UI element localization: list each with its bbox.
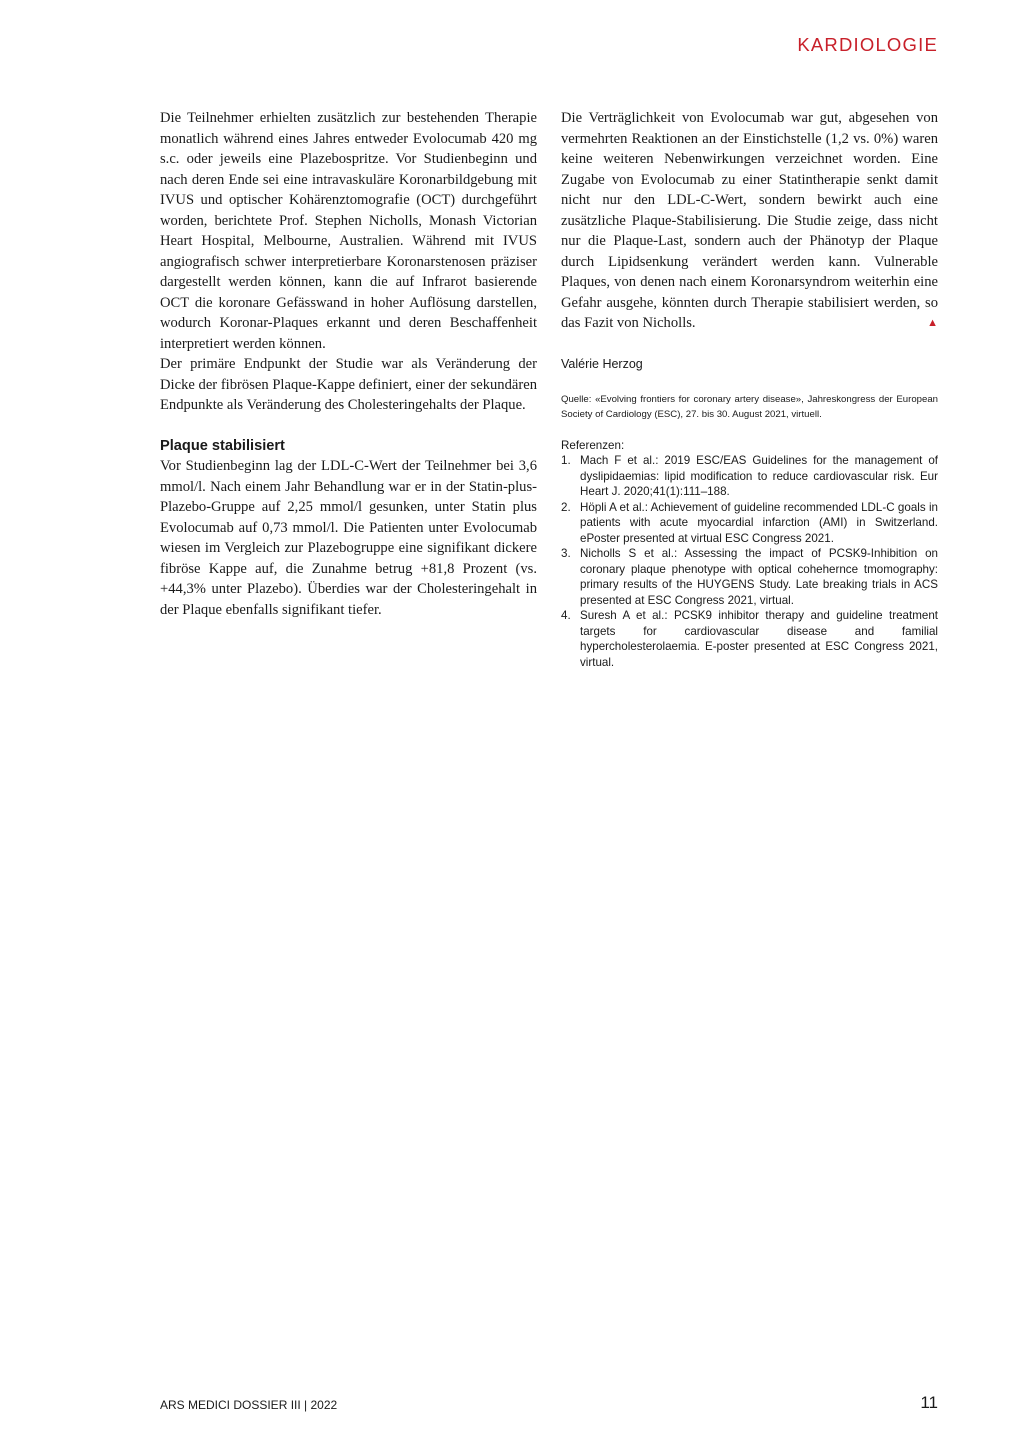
body-paragraph: Der primäre Endpunkt der Studie war als Veränderung der Dicke der fibrösen Plaque-Kappe definiert, einer der sekundären Endpunkte als Veränderung des Cholesteringehalts der Plaque. xyxy=(160,356,537,413)
section-subheading: Plaque stabilisiert xyxy=(160,437,285,454)
reference-text: Suresh A et al.: PCSK9 inhibitor therapy and guideline treatment targets for cardiovascular disease and familial hypercholesterolaemia. E-poster presented at ESC Congress 2021, virtual. xyxy=(580,609,938,669)
left-column xyxy=(160,108,537,620)
source-note: Quelle: «Evolving frontiers for coronary artery disease», Jahreskongress der European Society of Cardiology (ESC), 27. bis 30. August 2021, virtuell. xyxy=(561,393,938,420)
publication-footer: ARS MEDICI DOSSIER III | 2022 xyxy=(160,1398,338,1412)
body-paragraph: Vor Studienbeginn lag der LDL-C-Wert der Teilnehmer bei 3,6 mmol/l. Nach einem Jahr Behandlung war er in der Statin-plus-Plazebo-Gruppe auf 2,25 mmol/l gesunken, unter Statin plus Evolocumab auf 0,73 mmol/l. Die Patienten unter Evolocumab wiesen im Vergleich zur Plazebogruppe eine signifikant dickere fibröse Kappe auf, die Zunahme betrug +81,8 Prozent (vs. +44,3% unter Plazebo). Überdies war der Cholesteringehalt in der Plaque ebenfalls signifikant tiefer. xyxy=(160,458,537,618)
reference-text: Mach F et al.: 2019 ESC/EAS Guidelines for the management of dyslipidaemias: lipid modification to reduce cardiovascular risk. Eur Heart J. 2020;41(1):111–188. xyxy=(580,454,938,498)
reference-number: 2. xyxy=(561,500,571,514)
reference-item xyxy=(561,546,938,608)
body-paragraph: Die Teilnehmer erhielten zusätzlich zur bestehenden Therapie monatlich während eines Jahres entweder Evolocumab 420 mg s.c. oder jeweils eine Plazebospritze. Vor Studienbeginn und nach deren Ende sei eine intravaskuläre Koronarbildgebung mit IVUS und optischer Kohärenztomografie (OCT) durchgeführt worden, berichtete Prof. Stephen Nicholls, Monash Victorian Heart Hospital, Melbourne, Australien. Während mit IVUS angiografisch schwer interpretierbare Koronarstenosen präziser dargestellt werden können, kann die auf Infrarot basierende OCT die koronare Gefässwand in hoher Auflösung darstellen, wodurch Koronar-Plaques erkannt und deren Beschaffenheit interpretiert werden können. xyxy=(160,110,537,352)
paragraph-text: Die Verträglichkeit von Evolocumab war gut, abgesehen von vermehrten Reaktionen an der Einstichstelle (1,2 vs. 0%) waren keine weiteren Nebenwirkungen verzeichnet worden. Eine Zugabe von Evolocumab zu einer Statintherapie senkt damit nicht nur den LDL-C-Wert, sondern bewirkt auch eine zusätzliche Plaque-Stabilisierung. Die Studie zeige, dass nicht nur die Plaque-Last, sondern auch der Phänotyp der Plaque durch Lipidsenkung verändert werden kann. Vulnerable Plaques, von denen nach einem Koronarsyndrom weiterhin eine Gefahr ausgehe, könnten durch Therapie stabilisiert werden, so das Fazit von Nicholls. xyxy=(561,110,938,331)
reference-number: 3. xyxy=(561,547,571,560)
section-label: KARDIOLOGIE xyxy=(797,34,938,55)
end-of-article-icon: ▲ xyxy=(927,317,938,329)
reference-item xyxy=(561,500,938,547)
right-column xyxy=(561,108,938,670)
author-name: Valérie Herzog xyxy=(561,356,643,371)
reference-number: 1. xyxy=(561,454,571,467)
reference-text: Höpli A et al.: Achievement of guideline recommended LDL-C goals in patients with acute myocardial infarction (AMI) in Switzerland. ePoster presented at virtual ESC Congress 2021. xyxy=(580,500,938,545)
reference-text: Nicholls S et al.: Assessing the impact of PCSK9-Inhibition on coronary plaque phenotype with optical cohehernce tmomography: primary results of the HUYGENS Study. Late breaking trials in ACS presented at ESC Congress 2021, virtual. xyxy=(580,547,938,607)
reference-number: 4. xyxy=(561,609,571,622)
reference-item xyxy=(561,453,938,500)
body-paragraph xyxy=(561,108,938,334)
references-list xyxy=(561,453,938,670)
reference-item xyxy=(561,608,938,670)
references-heading: Referenzen: xyxy=(561,438,625,452)
page-number: 11 xyxy=(920,1393,938,1412)
